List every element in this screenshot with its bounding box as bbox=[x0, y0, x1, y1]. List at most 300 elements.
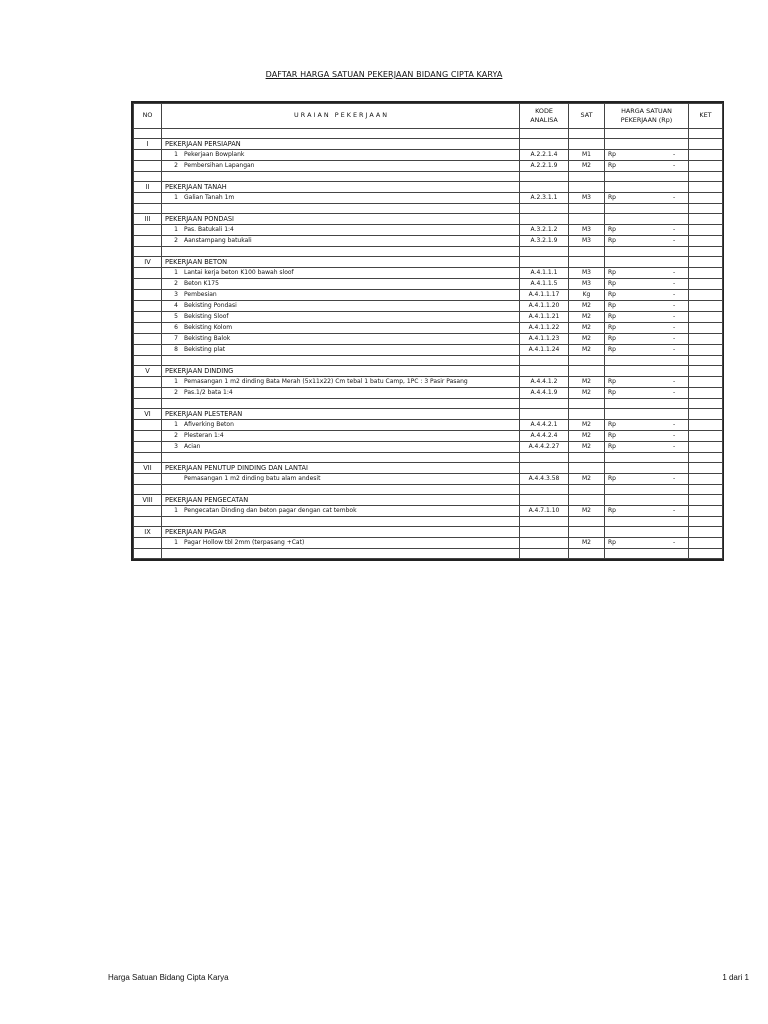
cell-kode bbox=[520, 182, 569, 193]
item-label: Pembersihan Lapangan bbox=[184, 162, 255, 169]
item-harga bbox=[605, 290, 689, 301]
currency-label: Rp bbox=[608, 507, 616, 514]
item-satuan: M2 bbox=[569, 431, 605, 442]
cell-harga bbox=[605, 356, 689, 366]
table-row bbox=[134, 377, 723, 388]
cell-no bbox=[134, 377, 162, 388]
currency-label: Rp bbox=[608, 226, 616, 233]
table-row bbox=[134, 236, 723, 247]
cell-no bbox=[134, 538, 162, 549]
item-description bbox=[162, 474, 520, 485]
item-ket bbox=[689, 474, 723, 485]
cell-no bbox=[134, 247, 162, 257]
item-index: 8 bbox=[174, 346, 178, 353]
table-header bbox=[134, 104, 723, 129]
item-description bbox=[162, 388, 520, 399]
price-value: - bbox=[673, 237, 676, 244]
section-number: VII bbox=[134, 463, 162, 474]
cell-no bbox=[134, 506, 162, 517]
table-row bbox=[134, 442, 723, 453]
item-description bbox=[162, 442, 520, 453]
item-satuan: M3 bbox=[569, 225, 605, 236]
price-value: - bbox=[673, 378, 676, 385]
cell-harga bbox=[605, 463, 689, 474]
section-number: I bbox=[134, 139, 162, 150]
item-harga bbox=[605, 268, 689, 279]
cell-no bbox=[134, 442, 162, 453]
item-description bbox=[162, 236, 520, 247]
cell-sat bbox=[569, 409, 605, 420]
item-index: 1 bbox=[174, 378, 178, 385]
item-description bbox=[162, 150, 520, 161]
section-row bbox=[134, 214, 723, 225]
currency-label: Rp bbox=[608, 432, 616, 439]
item-label: Bekisting Balok bbox=[184, 335, 231, 342]
item-index: 3 bbox=[174, 291, 178, 298]
cell-harga bbox=[605, 453, 689, 463]
cell-uraian bbox=[162, 549, 520, 559]
cell-kode bbox=[520, 453, 569, 463]
item-label: Pengecatan Dinding dan beton pagar dengan cat tembok bbox=[184, 507, 357, 514]
item-kode-analisa: A.2.2.1.9 bbox=[520, 161, 569, 172]
currency-label: Rp bbox=[608, 151, 616, 158]
cell-no bbox=[134, 474, 162, 485]
price-value: - bbox=[673, 346, 676, 353]
table-row bbox=[134, 474, 723, 485]
item-label: Pemasangan 1 m2 dinding Bata Merah (5x11x22) Cm tebal 1 batu Camp, 1PC : 3 Pasir Pasang bbox=[184, 378, 468, 385]
item-kode-analisa: A.4.4.2.1 bbox=[520, 420, 569, 431]
section-number: V bbox=[134, 366, 162, 377]
cell-sat bbox=[569, 139, 605, 150]
item-index: 1 bbox=[174, 194, 178, 201]
section-title: PEKERJAAN BETON bbox=[162, 257, 520, 268]
section-title: PEKERJAAN TANAH bbox=[162, 182, 520, 193]
currency-label: Rp bbox=[608, 421, 616, 428]
currency-label: Rp bbox=[608, 475, 616, 482]
item-harga bbox=[605, 225, 689, 236]
cell-sat bbox=[569, 527, 605, 538]
item-label: Plesteran 1:4 bbox=[184, 432, 224, 439]
item-description bbox=[162, 345, 520, 356]
price-value: - bbox=[673, 226, 676, 233]
header-kode-line1: KODE bbox=[535, 106, 553, 115]
table-row bbox=[134, 225, 723, 236]
cell-uraian bbox=[162, 172, 520, 182]
cell-sat bbox=[569, 182, 605, 193]
section-number: II bbox=[134, 182, 162, 193]
price-value: - bbox=[673, 313, 676, 320]
section-number: VI bbox=[134, 409, 162, 420]
item-description bbox=[162, 334, 520, 345]
cell-no bbox=[134, 172, 162, 182]
item-description bbox=[162, 431, 520, 442]
price-value: - bbox=[673, 162, 676, 169]
cell-harga bbox=[605, 485, 689, 495]
price-value: - bbox=[673, 324, 676, 331]
table-row bbox=[134, 506, 723, 517]
item-kode-analisa: A.4.1.1.21 bbox=[520, 312, 569, 323]
item-index: 2 bbox=[174, 237, 178, 244]
item-index: 1 bbox=[174, 539, 178, 546]
spacer-row bbox=[134, 549, 723, 559]
table-row bbox=[134, 290, 723, 301]
item-kode-analisa: A.4.1.1.1 bbox=[520, 268, 569, 279]
cell-kode bbox=[520, 399, 569, 409]
cell-no bbox=[134, 334, 162, 345]
section-row bbox=[134, 182, 723, 193]
section-title: PEKERJAAN PLESTERAN bbox=[162, 409, 520, 420]
cell-no bbox=[134, 312, 162, 323]
item-ket bbox=[689, 312, 723, 323]
header-harga-line1: HARGA SATUAN bbox=[621, 106, 672, 115]
item-kode-analisa: A.4.4.1.9 bbox=[520, 388, 569, 399]
header-no: NO bbox=[134, 104, 162, 129]
price-table bbox=[133, 103, 723, 559]
header-sat: SAT bbox=[569, 104, 605, 129]
price-value: - bbox=[673, 291, 676, 298]
item-harga bbox=[605, 431, 689, 442]
item-satuan: M2 bbox=[569, 538, 605, 549]
cell-kode bbox=[520, 527, 569, 538]
cell-sat bbox=[569, 129, 605, 139]
document-title-text: DAFTAR HARGA SATUAN PEKERJAAN BIDANG CIPTA KARYA bbox=[265, 70, 503, 79]
currency-label: Rp bbox=[608, 378, 616, 385]
item-label: Pagar Hollow tbl 2mm (terpasang +Cat) bbox=[184, 539, 305, 546]
item-harga bbox=[605, 345, 689, 356]
item-index: 4 bbox=[174, 302, 178, 309]
cell-no bbox=[134, 431, 162, 442]
cell-no bbox=[134, 356, 162, 366]
item-ket bbox=[689, 388, 723, 399]
table-row bbox=[134, 388, 723, 399]
header-kode-line2: ANALISA bbox=[530, 116, 558, 124]
cell-ket bbox=[689, 463, 723, 474]
cell-uraian bbox=[162, 204, 520, 214]
item-ket bbox=[689, 150, 723, 161]
cell-sat bbox=[569, 204, 605, 214]
cell-kode bbox=[520, 463, 569, 474]
currency-label: Rp bbox=[608, 302, 616, 309]
currency-label: Rp bbox=[608, 280, 616, 287]
cell-ket bbox=[689, 356, 723, 366]
item-kode-analisa: A.3.2.1.9 bbox=[520, 236, 569, 247]
price-value: - bbox=[673, 539, 676, 546]
section-number: III bbox=[134, 214, 162, 225]
cell-sat bbox=[569, 257, 605, 268]
cell-no bbox=[134, 485, 162, 495]
item-satuan: Kg bbox=[569, 290, 605, 301]
item-index: 1 bbox=[174, 226, 178, 233]
item-kode-analisa: A.4.1.1.22 bbox=[520, 323, 569, 334]
item-description bbox=[162, 506, 520, 517]
spacer-row bbox=[134, 356, 723, 366]
item-satuan: M3 bbox=[569, 268, 605, 279]
cell-no bbox=[134, 399, 162, 409]
cell-uraian bbox=[162, 485, 520, 495]
cell-sat bbox=[569, 549, 605, 559]
spacer-row bbox=[134, 247, 723, 257]
item-index: 1 bbox=[174, 269, 178, 276]
price-value: - bbox=[673, 389, 676, 396]
item-satuan: M2 bbox=[569, 442, 605, 453]
price-value: - bbox=[673, 151, 676, 158]
item-satuan: M2 bbox=[569, 323, 605, 334]
item-kode-analisa: A.4.4.2.4 bbox=[520, 431, 569, 442]
section-title: PEKERJAAN PERSIAPAN bbox=[162, 139, 520, 150]
item-harga bbox=[605, 279, 689, 290]
item-harga bbox=[605, 236, 689, 247]
item-harga bbox=[605, 538, 689, 549]
cell-kode bbox=[520, 409, 569, 420]
cell-sat bbox=[569, 453, 605, 463]
cell-ket bbox=[689, 485, 723, 495]
section-number: VIII bbox=[134, 495, 162, 506]
section-title: PEKERJAAN PENGECATAN bbox=[162, 495, 520, 506]
item-satuan: M2 bbox=[569, 377, 605, 388]
item-label: Afiverking Beton bbox=[184, 421, 234, 428]
cell-no bbox=[134, 204, 162, 214]
item-label: Lantai kerja beton K100 bawah sloof bbox=[184, 269, 294, 276]
cell-no bbox=[134, 388, 162, 399]
cell-harga bbox=[605, 182, 689, 193]
footer-page-number: 1 dari 1 bbox=[722, 973, 749, 982]
item-satuan: M2 bbox=[569, 388, 605, 399]
price-value: - bbox=[673, 335, 676, 342]
item-index: 7 bbox=[174, 335, 178, 342]
cell-harga bbox=[605, 214, 689, 225]
item-harga bbox=[605, 301, 689, 312]
price-value: - bbox=[673, 302, 676, 309]
table-row bbox=[134, 334, 723, 345]
cell-harga bbox=[605, 495, 689, 506]
item-index: 2 bbox=[174, 389, 178, 396]
cell-kode bbox=[520, 139, 569, 150]
item-label: Beton K175 bbox=[184, 280, 219, 287]
cell-sat bbox=[569, 214, 605, 225]
price-value: - bbox=[673, 269, 676, 276]
section-title: PEKERJAAN PENUTUP DINDING DAN LANTAI bbox=[162, 463, 520, 474]
item-kode-analisa: A.4.1.1.20 bbox=[520, 301, 569, 312]
item-index: 2 bbox=[174, 280, 178, 287]
item-kode-analisa: A.2.3.1.1 bbox=[520, 193, 569, 204]
cell-ket bbox=[689, 204, 723, 214]
cell-uraian bbox=[162, 247, 520, 257]
cell-sat bbox=[569, 463, 605, 474]
price-value: - bbox=[673, 194, 676, 201]
item-index: 1 bbox=[174, 507, 178, 514]
cell-ket bbox=[689, 366, 723, 377]
cell-harga bbox=[605, 399, 689, 409]
item-harga bbox=[605, 377, 689, 388]
currency-label: Rp bbox=[608, 324, 616, 331]
cell-ket bbox=[689, 139, 723, 150]
item-label: Pekerjaan Bowplank bbox=[184, 151, 245, 158]
cell-ket bbox=[689, 214, 723, 225]
item-ket bbox=[689, 225, 723, 236]
item-description bbox=[162, 225, 520, 236]
section-row bbox=[134, 257, 723, 268]
cell-kode bbox=[520, 214, 569, 225]
cell-kode bbox=[520, 204, 569, 214]
item-harga bbox=[605, 474, 689, 485]
item-description bbox=[162, 420, 520, 431]
item-label: Galian Tanah 1m bbox=[184, 194, 235, 201]
section-title: PEKERJAAN PONDASI bbox=[162, 214, 520, 225]
cell-ket bbox=[689, 453, 723, 463]
item-satuan: M2 bbox=[569, 301, 605, 312]
item-satuan: M1 bbox=[569, 150, 605, 161]
table-row bbox=[134, 431, 723, 442]
currency-label: Rp bbox=[608, 291, 616, 298]
item-kode-analisa: A.4.4.3.58 bbox=[520, 474, 569, 485]
item-ket bbox=[689, 290, 723, 301]
cell-harga bbox=[605, 549, 689, 559]
table-row bbox=[134, 150, 723, 161]
cell-no bbox=[134, 225, 162, 236]
cell-uraian bbox=[162, 399, 520, 409]
item-index: 6 bbox=[174, 324, 178, 331]
item-description bbox=[162, 161, 520, 172]
cell-ket bbox=[689, 257, 723, 268]
item-description bbox=[162, 290, 520, 301]
section-row bbox=[134, 527, 723, 538]
cell-kode bbox=[520, 495, 569, 506]
cell-no bbox=[134, 268, 162, 279]
item-satuan: M2 bbox=[569, 506, 605, 517]
table-row bbox=[134, 312, 723, 323]
currency-label: Rp bbox=[608, 335, 616, 342]
item-index: 5 bbox=[174, 313, 178, 320]
cell-harga bbox=[605, 172, 689, 182]
item-index: 1 bbox=[174, 151, 178, 158]
item-ket bbox=[689, 442, 723, 453]
currency-label: Rp bbox=[608, 443, 616, 450]
item-ket bbox=[689, 345, 723, 356]
item-label: Acian bbox=[184, 443, 201, 450]
cell-no bbox=[134, 453, 162, 463]
price-value: - bbox=[673, 475, 676, 482]
cell-uraian bbox=[162, 129, 520, 139]
cell-no bbox=[134, 301, 162, 312]
item-ket bbox=[689, 420, 723, 431]
cell-sat bbox=[569, 485, 605, 495]
table-row bbox=[134, 301, 723, 312]
cell-uraian bbox=[162, 453, 520, 463]
item-ket bbox=[689, 506, 723, 517]
table-body bbox=[134, 129, 723, 559]
item-harga bbox=[605, 323, 689, 334]
item-harga bbox=[605, 150, 689, 161]
item-harga bbox=[605, 420, 689, 431]
item-harga bbox=[605, 334, 689, 345]
item-label: Bekisting plat bbox=[184, 346, 226, 353]
item-description bbox=[162, 279, 520, 290]
cell-no bbox=[134, 193, 162, 204]
item-index: 1 bbox=[174, 421, 178, 428]
table-row bbox=[134, 345, 723, 356]
item-kode-analisa bbox=[520, 538, 569, 549]
cell-ket bbox=[689, 172, 723, 182]
cell-kode bbox=[520, 172, 569, 182]
cell-sat bbox=[569, 356, 605, 366]
cell-harga bbox=[605, 204, 689, 214]
item-ket bbox=[689, 161, 723, 172]
cell-no bbox=[134, 236, 162, 247]
item-description bbox=[162, 268, 520, 279]
item-harga bbox=[605, 506, 689, 517]
item-ket bbox=[689, 236, 723, 247]
price-value: - bbox=[673, 507, 676, 514]
spacer-row bbox=[134, 172, 723, 182]
currency-label: Rp bbox=[608, 237, 616, 244]
item-kode-analisa: A.4.1.1.24 bbox=[520, 345, 569, 356]
cell-harga bbox=[605, 129, 689, 139]
section-title: PEKERJAAN PAGAR bbox=[162, 527, 520, 538]
section-row bbox=[134, 366, 723, 377]
item-satuan: M3 bbox=[569, 279, 605, 290]
item-label: Bekisting Pondasi bbox=[184, 302, 237, 309]
item-ket bbox=[689, 323, 723, 334]
item-index: 2 bbox=[174, 432, 178, 439]
cell-no bbox=[134, 150, 162, 161]
cell-sat bbox=[569, 247, 605, 257]
cell-harga bbox=[605, 247, 689, 257]
table-row bbox=[134, 323, 723, 334]
item-label: Aanstampang batukali bbox=[184, 237, 252, 244]
cell-no bbox=[134, 517, 162, 527]
cell-ket bbox=[689, 247, 723, 257]
item-harga bbox=[605, 193, 689, 204]
item-kode-analisa: A.4.4.1.2 bbox=[520, 377, 569, 388]
cell-uraian bbox=[162, 517, 520, 527]
cell-sat bbox=[569, 172, 605, 182]
item-label: Pemasangan 1 m2 dinding batu alam andesit bbox=[184, 475, 321, 482]
item-ket bbox=[689, 538, 723, 549]
item-satuan: M3 bbox=[569, 193, 605, 204]
item-satuan: M3 bbox=[569, 236, 605, 247]
currency-label: Rp bbox=[608, 269, 616, 276]
item-ket bbox=[689, 431, 723, 442]
cell-harga bbox=[605, 366, 689, 377]
cell-kode bbox=[520, 356, 569, 366]
price-value: - bbox=[673, 432, 676, 439]
cell-ket bbox=[689, 549, 723, 559]
item-index: 2 bbox=[174, 162, 178, 169]
cell-harga bbox=[605, 257, 689, 268]
item-satuan: M2 bbox=[569, 345, 605, 356]
cell-no bbox=[134, 129, 162, 139]
item-label: Pas. Batukali 1:4 bbox=[184, 226, 234, 233]
table-row bbox=[134, 420, 723, 431]
item-description bbox=[162, 323, 520, 334]
cell-kode bbox=[520, 366, 569, 377]
item-kode-analisa: A.4.1.1.5 bbox=[520, 279, 569, 290]
currency-label: Rp bbox=[608, 313, 616, 320]
header-ket: KET bbox=[689, 104, 723, 129]
item-satuan: M2 bbox=[569, 161, 605, 172]
cell-ket bbox=[689, 495, 723, 506]
cell-no bbox=[134, 549, 162, 559]
item-ket bbox=[689, 301, 723, 312]
section-row bbox=[134, 139, 723, 150]
item-description bbox=[162, 312, 520, 323]
cell-ket bbox=[689, 182, 723, 193]
spacer-row bbox=[134, 517, 723, 527]
table-row bbox=[134, 268, 723, 279]
price-value: - bbox=[673, 421, 676, 428]
item-kode-analisa: A.2.2.1.4 bbox=[520, 150, 569, 161]
cell-kode bbox=[520, 549, 569, 559]
